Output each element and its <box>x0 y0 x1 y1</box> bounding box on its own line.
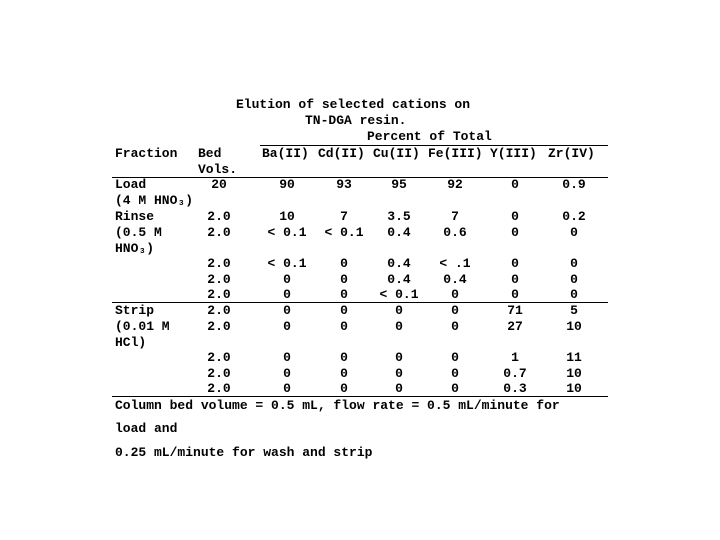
cell-cu: 0.4 <box>387 272 411 287</box>
footnote-line-2: load and <box>115 421 178 436</box>
cell-zr: 10 <box>566 319 582 334</box>
cell-bed: 2.0 <box>207 350 231 365</box>
cell-cu: 3.5 <box>387 209 411 224</box>
cell-zr: 0 <box>570 225 578 240</box>
cell-fe: 0 <box>451 287 459 302</box>
cell-cd: 0 <box>340 381 348 396</box>
cell-bed: 2.0 <box>207 303 231 318</box>
cell-bed: 2.0 <box>207 209 231 224</box>
cell-cd: 0 <box>340 350 348 365</box>
cell-fe: 0 <box>451 303 459 318</box>
fraction-load-note: (4 M HNO₃) <box>115 193 194 208</box>
cell-cu: 0.4 <box>387 225 411 240</box>
footnote-line-3: 0.25 mL/minute for wash and strip <box>115 445 373 460</box>
cell-y: 0 <box>511 177 519 192</box>
cell-fe: 0 <box>451 350 459 365</box>
cell-fe: < .1 <box>439 256 471 271</box>
cell-cd: 0 <box>340 366 348 381</box>
cell-cd: 93 <box>336 177 352 192</box>
cell-y: 0 <box>511 272 519 287</box>
cell-ba: 0 <box>283 303 291 318</box>
cell-ba: 0 <box>283 381 291 396</box>
fraction-strip: Strip <box>115 303 155 318</box>
col-header-ba: Ba(II) <box>262 146 309 161</box>
cell-cu: 0 <box>395 381 403 396</box>
footnote-line-1: Column bed volume = 0.5 mL, flow rate = 0.5 mL/minute for <box>115 398 560 413</box>
percent-header: Percent of Total <box>367 129 492 144</box>
cell-zr: 5 <box>570 303 578 318</box>
cell-ba: < 0.1 <box>267 225 307 240</box>
cell-y: 0.3 <box>503 381 527 396</box>
cell-bed: 2.0 <box>207 319 231 334</box>
fraction-rinse-note-2: HNO₃) <box>115 241 155 256</box>
cell-ba: 10 <box>279 209 295 224</box>
cell-cd: 0 <box>340 272 348 287</box>
cell-cd: 0 <box>340 303 348 318</box>
cell-fe: 0 <box>451 381 459 396</box>
cell-zr: 10 <box>566 366 582 381</box>
cell-zr: 0.9 <box>562 177 586 192</box>
cell-zr: 0.2 <box>562 209 586 224</box>
cell-y: 0.7 <box>503 366 527 381</box>
cell-ba: 0 <box>283 272 291 287</box>
col-header-cu: Cu(II) <box>373 146 420 161</box>
cell-zr: 0 <box>570 287 578 302</box>
cell-bed: 2.0 <box>207 272 231 287</box>
fraction-rinse-note-1: (0.5 M <box>115 225 162 240</box>
cell-bed: 2.0 <box>207 256 231 271</box>
cell-cd: 0 <box>340 256 348 271</box>
cell-zr: 0 <box>570 272 578 287</box>
cell-y: 27 <box>507 319 523 334</box>
cell-y: 0 <box>511 287 519 302</box>
cell-ba: 90 <box>279 177 295 192</box>
cell-bed: 2.0 <box>207 287 231 302</box>
cell-cu: 0 <box>395 350 403 365</box>
col-header-zr: Zr(IV) <box>548 146 595 161</box>
cell-cd: < 0.1 <box>324 225 364 240</box>
cell-fe: 7 <box>451 209 459 224</box>
cell-zr: 11 <box>566 350 582 365</box>
cell-cu: 95 <box>391 177 407 192</box>
cell-y: 0 <box>511 209 519 224</box>
cell-y: 1 <box>511 350 519 365</box>
cell-ba: 0 <box>283 319 291 334</box>
cell-fe: 0 <box>451 366 459 381</box>
cell-cu: 0 <box>395 366 403 381</box>
col-header-bed-line2: Vols. <box>198 162 238 177</box>
cell-cu: 0 <box>395 319 403 334</box>
cell-y: 0 <box>511 256 519 271</box>
cell-ba: 0 <box>283 350 291 365</box>
title-line-2: TN-DGA resin. <box>305 113 407 128</box>
cell-fe: 0.6 <box>443 225 467 240</box>
col-header-cd: Cd(II) <box>318 146 365 161</box>
cell-ba: < 0.1 <box>267 256 307 271</box>
cell-bed: 20 <box>211 177 227 192</box>
cell-zr: 10 <box>566 381 582 396</box>
cell-fe: 0 <box>451 319 459 334</box>
cell-bed: 2.0 <box>207 366 231 381</box>
fraction-rinse: Rinse <box>115 209 155 224</box>
col-header-fe: Fe(III) <box>428 146 483 161</box>
cell-cd: 0 <box>340 319 348 334</box>
cell-cd: 0 <box>340 287 348 302</box>
col-header-y: Y(III) <box>490 146 537 161</box>
cell-cu: < 0.1 <box>379 287 419 302</box>
cell-bed: 2.0 <box>207 381 231 396</box>
fraction-load: Load <box>115 177 147 192</box>
cell-y: 0 <box>511 225 519 240</box>
cell-cu: 0 <box>395 303 403 318</box>
cell-fe: 0.4 <box>443 272 467 287</box>
cell-y: 71 <box>507 303 523 318</box>
col-header-fraction: Fraction <box>115 146 178 161</box>
cell-bed: 2.0 <box>207 225 231 240</box>
cell-cu: 0.4 <box>387 256 411 271</box>
cell-zr: 0 <box>570 256 578 271</box>
cell-cd: 7 <box>340 209 348 224</box>
fraction-strip-note-2: HCl) <box>115 335 147 350</box>
table-bottom-rule <box>112 396 608 397</box>
title-line-1: Elution of selected cations on <box>236 97 471 112</box>
cell-fe: 92 <box>447 177 463 192</box>
fraction-strip-note-1: (0.01 M <box>115 319 170 334</box>
cell-ba: 0 <box>283 366 291 381</box>
col-header-bed: Bed <box>198 146 222 161</box>
cell-ba: 0 <box>283 287 291 302</box>
